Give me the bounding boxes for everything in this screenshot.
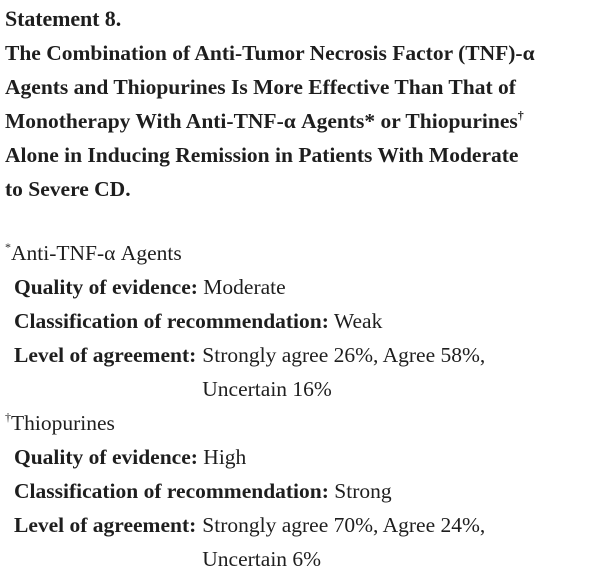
spacer: [5, 206, 601, 236]
agreement-line-1: Strongly agree 70%, Agree 24%,: [202, 513, 486, 537]
agreement-row: [5, 508, 601, 576]
title-line-5: to Severe CD.: [5, 177, 131, 201]
quality-value: High: [203, 445, 247, 469]
agreement-line-2: Uncertain 6%: [202, 547, 322, 571]
section-name: Anti-TNF-α Agents: [11, 241, 182, 265]
classification-value: Strong: [334, 479, 392, 503]
asterisk-marker: *: [5, 240, 11, 254]
dagger-marker: †: [5, 410, 11, 424]
section-title: [5, 406, 601, 440]
statement-document: [5, 2, 601, 576]
agreement-line-2: Uncertain 16%: [202, 377, 332, 401]
quality-label: Quality of evidence:: [14, 445, 198, 469]
classification-row: [5, 304, 601, 338]
agreement-values: [202, 508, 485, 576]
dagger-footnote-marker: †: [517, 108, 524, 122]
section-name: Thiopurines: [11, 411, 115, 435]
statement-heading: Statement 8.: [5, 6, 122, 31]
agreement-values: [202, 338, 485, 406]
quality-label: Quality of evidence:: [14, 275, 198, 299]
quality-row: [5, 440, 601, 474]
agreement-label: Level of agreement:: [14, 343, 197, 367]
title-line-2: Agents and Thiopurines Is More Effective Than That of: [5, 75, 516, 99]
section-title: [5, 236, 601, 270]
classification-label: Classification of recommendation:: [14, 479, 329, 503]
agreement-row: [5, 338, 601, 406]
quality-value: Moderate: [203, 275, 286, 299]
agreement-line-1: Strongly agree 26%, Agree 58%,: [202, 343, 486, 367]
classification-value: Weak: [333, 309, 383, 333]
agreement-label: Level of agreement:: [14, 513, 197, 537]
quality-row: [5, 270, 601, 304]
section-anti-tnf: [5, 236, 601, 406]
title-line-1: The Combination of Anti-Tumor Necrosis Factor (TNF)-α: [5, 41, 535, 65]
title-line-3: [5, 104, 601, 138]
classification-row: [5, 474, 601, 508]
section-thiopurines: [5, 406, 601, 576]
title-line-4: Alone in Inducing Remission in Patients With Moderate: [5, 143, 519, 167]
title-line-3-text: Monotherapy With Anti-TNF-α Agents* or Thiopurines: [5, 109, 518, 133]
classification-label: Classification of recommendation:: [14, 309, 329, 333]
statement-title: [5, 36, 601, 206]
